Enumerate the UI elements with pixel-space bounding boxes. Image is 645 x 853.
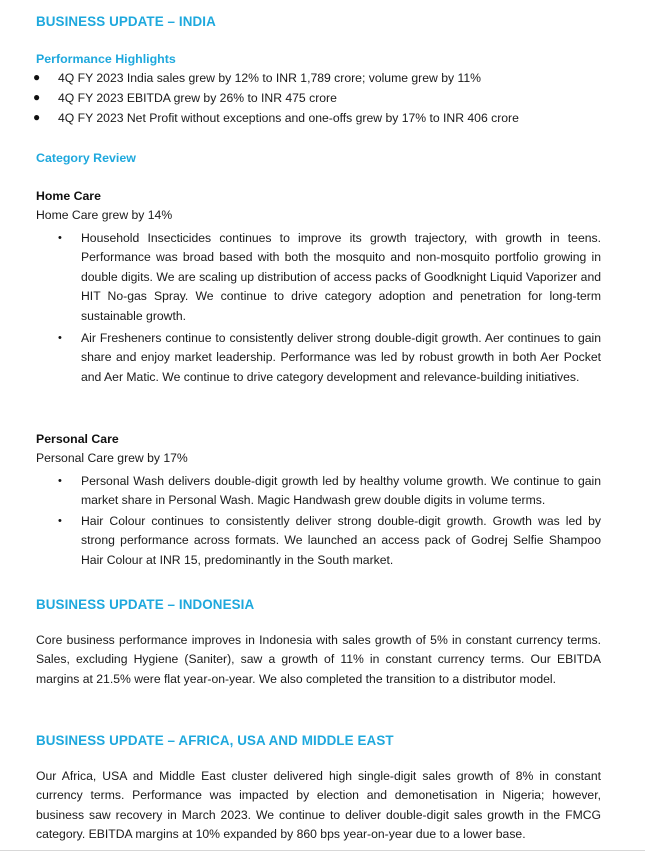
india-section-heading: BUSINESS UPDATE – INDIA — [36, 14, 216, 29]
personal-care-bullet: Hair Colour continues to consistently deliver strong double-digit growth. Growth was led by strong performance across formats. We launched an access pack of Godrej Selfie Shampoo Hair Colour at INR 15, predominantly in the South market. — [81, 514, 601, 567]
highlight-item: 4Q FY 2023 India sales grew by 12% to INR 1,789 crore; volume grew by 11% — [58, 71, 481, 85]
bullet-icon: ● — [33, 70, 41, 84]
africa-section-heading: BUSINESS UPDATE – AFRICA, USA AND MIDDLE EAST — [36, 733, 394, 748]
bullet-icon: • — [58, 475, 62, 487]
indonesia-paragraph: Core business performance improves in Indonesia with sales growth of 5% in constant currency terms. Sales, excluding Hygiene (Saniter), saw a growth of 11% in constant currency terms. Our EBITDA margins at 21.5% were flat year-on-year. We also completed the transition to a distributor model. — [36, 633, 601, 686]
home-care-bullet: Air Fresheners continue to consistently deliver strong double-digit growth. Aer continues to gain share and enjoy market leadership. Performance was led by robust growth in both Aer Pocket and Aer Matic. We continue to drive category development and relevance-building initiatives. — [81, 331, 601, 384]
bullet-icon: ● — [33, 110, 41, 124]
home-care-heading: Home Care — [36, 189, 101, 203]
home-care-growth: Home Care grew by 14% — [36, 208, 173, 222]
personal-care-growth: Personal Care grew by 17% — [36, 451, 188, 465]
page-bottom-divider — [0, 850, 645, 851]
personal-care-heading: Personal Care — [36, 432, 119, 446]
category-review-heading: Category Review — [36, 151, 136, 165]
bullet-icon: • — [58, 332, 62, 344]
highlight-item: 4Q FY 2023 EBITDA grew by 26% to INR 475 crore — [58, 91, 337, 105]
bullet-icon: ● — [33, 90, 41, 104]
africa-paragraph: Our Africa, USA and Middle East cluster delivered high single-digit sales growth of 8% in constant currency terms. Performance was impacted by election and demonetisation in Nigeria; however, business saw recovery in March 2023. We continue to deliver double-digit sales growth in the FMCG category. EBITDA margins at 10% expanded by 860 bps year-on-year due to a lower base. — [36, 769, 601, 842]
personal-care-bullet: Personal Wash delivers double-digit growth led by healthy volume growth. We continue to gain market share in Personal Wash. Magic Handwash grew double digits in volume terms. — [81, 474, 601, 508]
home-care-bullet: Household Insecticides continues to improve its growth trajectory, with growth in teens. Performance was broad based with both the mosquito and non-mosquito portfolio growing in double digits. We are scaling up distribution of access packs of Goodknight Liquid Vaporizer and HIT No-gas Spray. We continue to drive category adoption and penetration for long-term sustainable growth. — [81, 231, 601, 323]
bullet-icon: • — [58, 515, 62, 527]
bullet-icon: • — [58, 232, 62, 244]
highlight-item: 4Q FY 2023 Net Profit without exceptions and one-offs grew by 17% to INR 406 crore — [58, 111, 519, 125]
performance-highlights-heading: Performance Highlights — [36, 52, 176, 66]
indonesia-section-heading: BUSINESS UPDATE – INDONESIA — [36, 597, 255, 612]
